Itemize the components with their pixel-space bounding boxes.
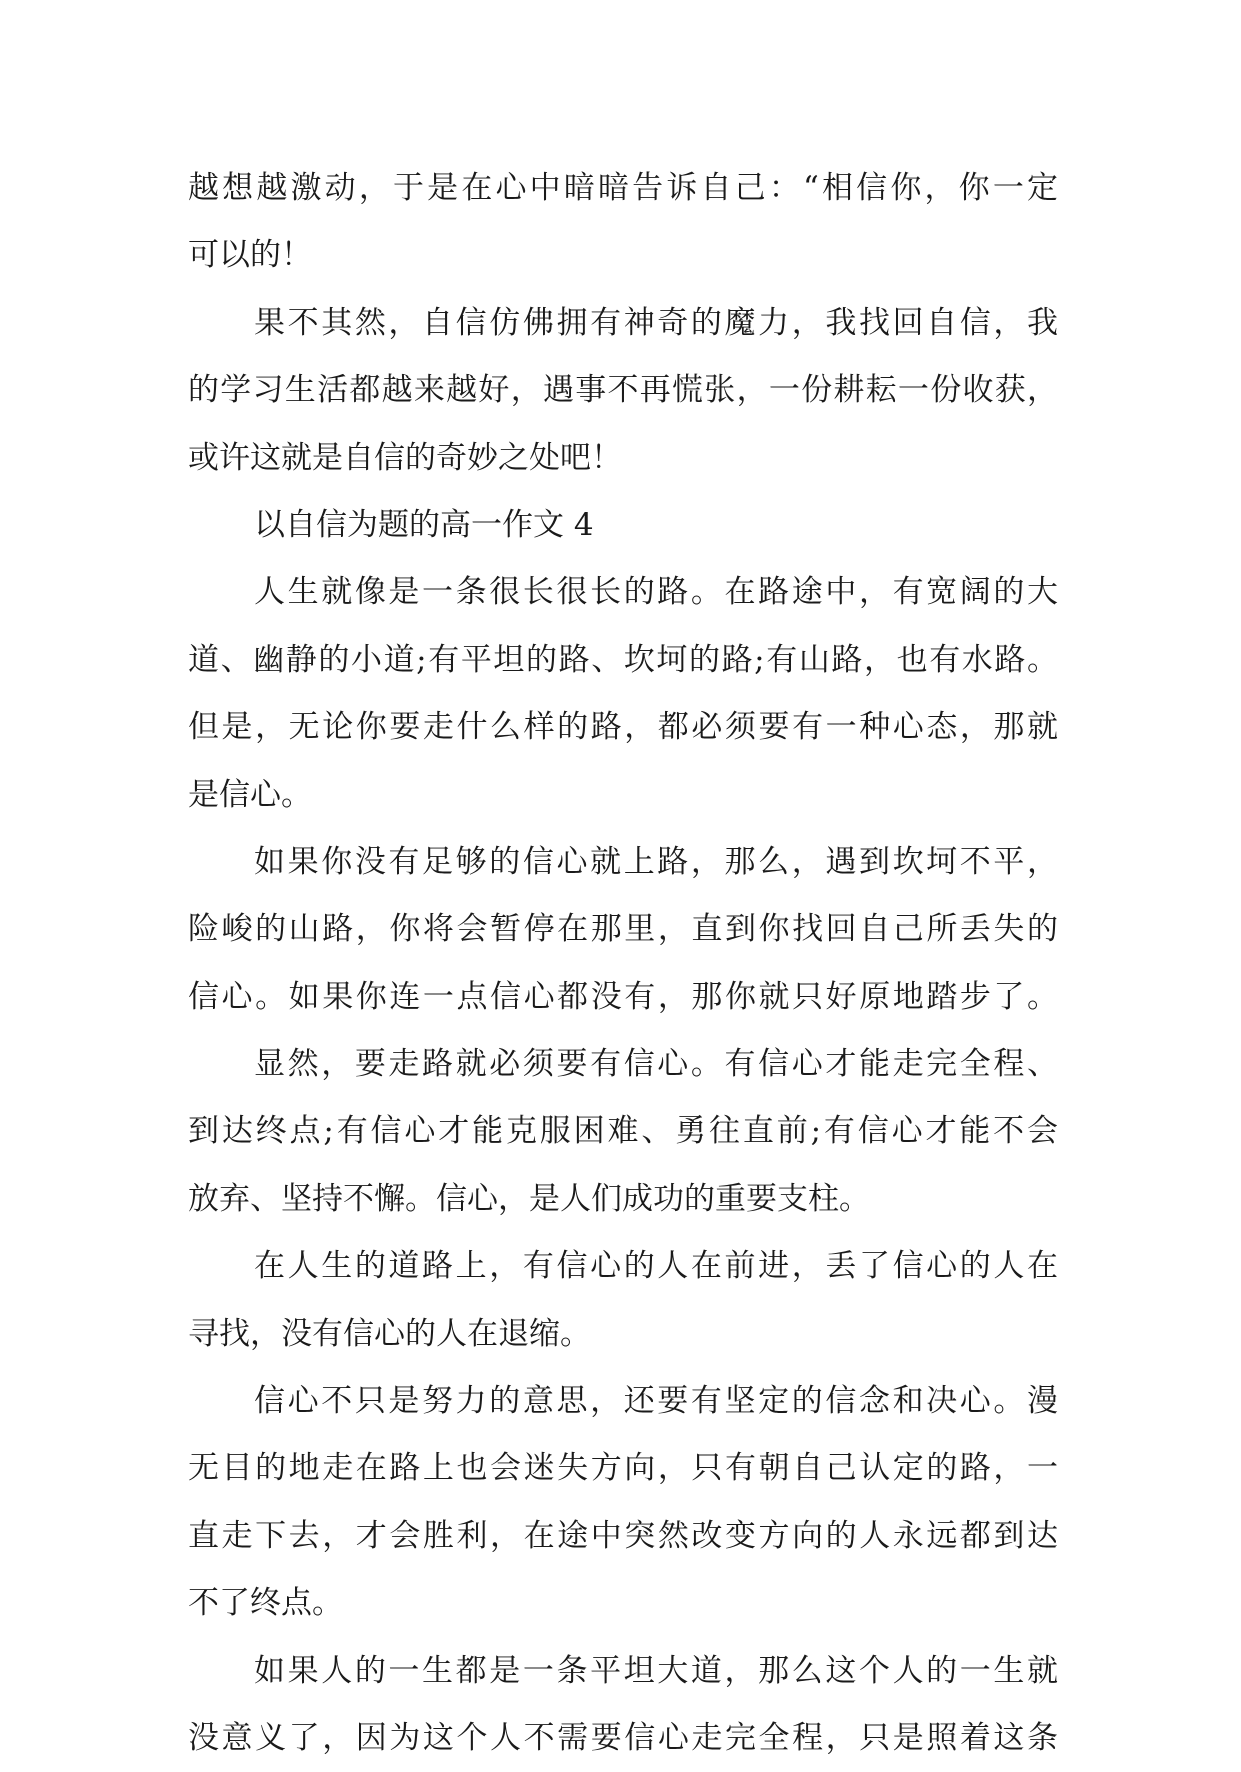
essay-body <box>188 155 1058 1772</box>
text-line: 险峻的山路，你将会暂停在那里，直到你找回自己所丢失的 <box>188 911 1058 948</box>
paragraph-start-line: 信心不只是努力的意思，还要有坚定的信念和决心。漫 <box>254 1383 1058 1420</box>
text-line: 越想越激动，于是在心中暗暗告诉自己：“相信你，你一定 <box>188 170 1058 206</box>
text-line: 道、幽静的小道;有平坦的路、坎坷的路;有山路，也有水路。 <box>188 641 1058 678</box>
essay-title: 以自信为题的高一作文 4 <box>254 506 594 543</box>
paragraph-start-line: 如果你没有足够的信心就上路，那么，遇到坎坷不平， <box>254 843 1058 880</box>
text-line: 但是，无论你要走什么样的路，都必须要有一种心态，那就 <box>188 709 1058 746</box>
text-line: 或许这就是自信的奇妙之处吧！ <box>188 439 622 476</box>
paragraph-start-line: 如果人的一生都是一条平坦大道，那么这个人的一生就 <box>254 1652 1058 1689</box>
paragraph-start-line: 在人生的道路上，有信心的人在前进，丢了信心的人在 <box>254 1248 1058 1285</box>
text-line: 没意义了，因为这个人不需要信心走完全程，只是照着这条 <box>188 1719 1058 1756</box>
paragraph-start-line: 显然，要走路就必须要有信心。有信心才能走完全程、 <box>254 1046 1058 1083</box>
text-line: 到达终点;有信心才能克服困难、勇往直前;有信心才能不会 <box>188 1113 1058 1150</box>
text-line: 信心。如果你连一点信心都没有，那你就只好原地踏步了。 <box>188 978 1058 1015</box>
text-line: 是信心。 <box>188 776 312 813</box>
text-line: 寻找，没有信心的人在退缩。 <box>188 1315 591 1352</box>
paragraph-start-line: 人生就像是一条很长很长的路。在路途中，有宽阔的大 <box>254 574 1058 611</box>
text-line: 放弃、坚持不懈。信心，是人们成功的重要支柱。 <box>188 1180 870 1217</box>
text-line: 直走下去，才会胜利，在途中突然改变方向的人永远都到达 <box>188 1517 1058 1554</box>
text-line: 的学习生活都越来越好，遇事不再慌张，一份耕耘一份收获， <box>188 372 1058 409</box>
text-line: 可以的！ <box>188 237 312 274</box>
paragraph-start-line: 果不其然，自信仿佛拥有神奇的魔力，我找回自信，我 <box>254 304 1058 341</box>
text-line: 不了终点。 <box>188 1585 343 1622</box>
text-line: 无目的地走在路上也会迷失方向，只有朝自己认定的路，一 <box>188 1450 1058 1487</box>
